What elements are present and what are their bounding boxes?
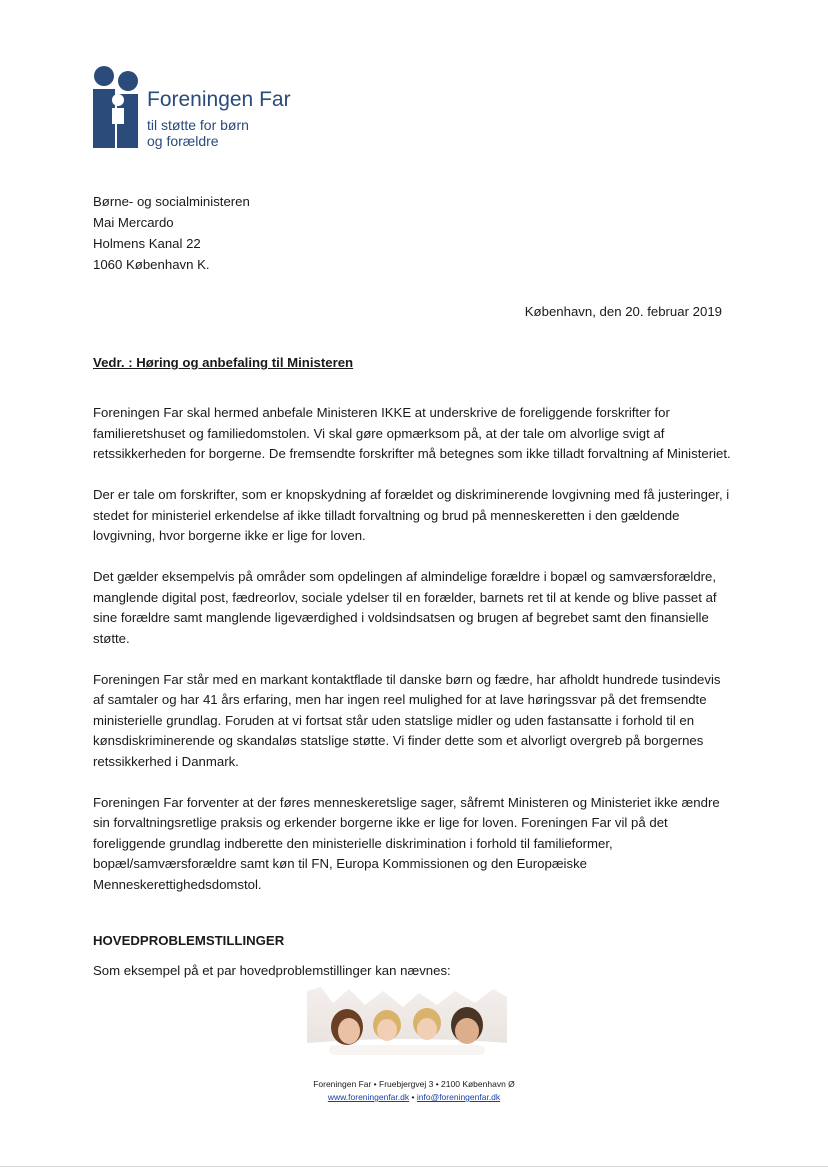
logo-figures-icon [90, 66, 144, 148]
footer-contact [0, 1092, 828, 1102]
logo-tagline-line1: til støtte for børn [147, 117, 249, 133]
logo-tagline-line2: og forældre [147, 133, 219, 149]
footer-separator: • [411, 1092, 415, 1102]
letter-date: København, den 20. februar 2019 [524, 304, 722, 319]
page-edge-divider [0, 1166, 828, 1167]
footer-address: Foreningen Far • Fruebjergvej 3 • 2100 København Ø [313, 1079, 515, 1089]
body-paragraph: Der er tale om forskrifter, som er knopskydning af forældet og diskriminerende lovgivning med få justeringer, i stedet for ministeriel erkendelse af ikke tilladt forvaltning og brud på menneskeretten i den gældende lovgivning, hvor borgerne ikke er lige for loven. [93, 487, 730, 543]
body-paragraph: Det gælder eksempelvis på områder som opdelingen af almindelige forældre i bopæl og samværsforældre, manglende digital post, fædreorlov, sociale ydelser til en forælder, barnets ret til at kende og blive passet af sine forældre samt manglende ligeværdighed i voldsindsatsen og brugen af begrebet samt den finansielle støtte. [93, 569, 717, 646]
recipient-address [93, 191, 250, 275]
recipient-city: 1060 København K. [93, 257, 210, 272]
organization-logo [90, 66, 350, 150]
body-paragraph: Foreningen Far forventer at der føres menneskeretslige sager, såfremt Ministeren og Ministeriet ikke ændre sin forvaltningsretlige praksis og erkender borgerne ikke er lige for loven. Foreningen Far vil på det foreliggende grundlag indberette den ministerielle diskrimination i forhold til familieformer, bopæl/samværsforældre samt køn til FN, Europa Kommissionen og den Europæiske Menneskerettighedsdomstol. [93, 794, 720, 892]
letter-body [93, 403, 733, 916]
recipient-name: Mai Mercardo [93, 215, 174, 230]
logo-title: Foreningen Far [147, 88, 291, 111]
website-link[interactable]: www.foreningenfar.dk [327, 1092, 410, 1102]
body-paragraph: Foreningen Far står med en markant kontaktflade til danske børn og fædre, har afholdt hundrede tusindevis af samtaler og har 41 års erfaring, men har ingen reel mulighed for at lave høringssvar på det fremsendte ministerielle grundlag. Foruden at vi fortsat står uden statslige midler og uden fastansatte i forhold til en kønsdiskriminerende og skandaløs statslige støtte. Vi finder dette som et alvorligt overgreb på borgernes retssikkerhed i Danmark. [93, 671, 721, 769]
section-intro: Som eksempel på et par hovedproblemstillinger kan nævnes: [93, 963, 451, 978]
subject-line: Vedr. : Høring og anbefaling til Ministeren [93, 355, 354, 370]
recipient-title: Børne- og socialministeren [93, 194, 250, 209]
recipient-street: Holmens Kanal 22 [93, 236, 201, 251]
email-link[interactable]: info@foreningenfar.dk [416, 1092, 501, 1102]
section-heading: HOVEDPROBLEMSTILLINGER [93, 933, 285, 948]
body-paragraph: Foreningen Far skal hermed anbefale Ministeren IKKE at underskrive de foreliggende forskrifter for familieretshuset og familiedomstolen. Vi skal gøre opmærksom på, at der tale om alvorlige svigt af retssikkerheden for borgerne. De fremsendte forskrifter må betegnes som ikke tilladt forvaltning af Ministeriet. [93, 405, 731, 461]
family-photo [307, 985, 507, 1071]
